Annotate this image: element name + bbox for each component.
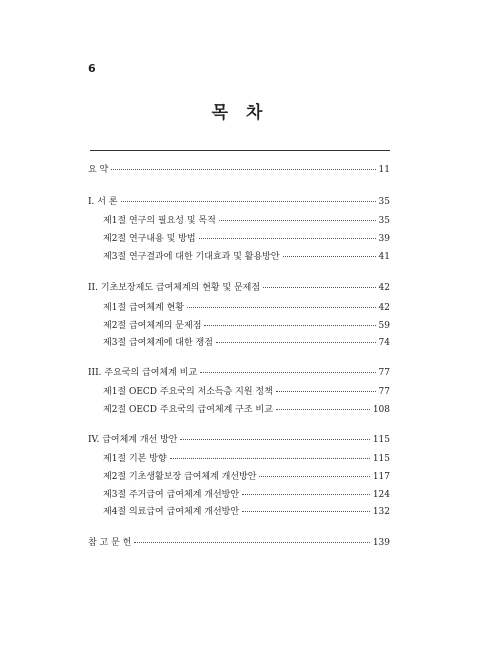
toc-leader-dots	[283, 255, 376, 257]
toc-entry-label: II. 기초보장제도 급여체계의 현황 및 문제점	[88, 283, 261, 293]
toc-entry-page: 42	[378, 303, 390, 313]
toc-entry-label: III. 주요국의 급여체계 비교	[88, 368, 198, 378]
toc-leader-dots	[219, 219, 376, 221]
toc-entry	[88, 367, 390, 379]
toc-entry-label: 제2절 연구내용 및 방법	[103, 234, 196, 244]
toc-entry	[88, 282, 390, 294]
toc-entry-page: 139	[372, 538, 390, 548]
toc-entry-page: 108	[372, 405, 390, 415]
toc-entry	[103, 453, 390, 465]
toc-entry-label: 제1절 OECD 주요국의 저소득층 지원 정책	[103, 387, 273, 397]
toc-entry-label: 제2절 급여체계의 문제점	[103, 321, 202, 331]
toc-entry	[103, 471, 390, 483]
toc-leader-dots	[199, 237, 376, 239]
toc-leader-dots	[216, 341, 376, 343]
toc-entry	[88, 164, 390, 176]
toc-entry-label: 제2절 OECD 주요국의 급여체계 구조 비교	[103, 405, 273, 415]
toc-entry-page: 115	[372, 454, 390, 464]
page-number: 6	[88, 62, 96, 75]
toc-entry	[103, 506, 390, 518]
toc-entry-page: 77	[378, 387, 390, 397]
toc-entry	[103, 215, 390, 227]
toc-entry-page: 41	[378, 252, 390, 262]
toc-entry-page: 124	[372, 490, 390, 500]
toc-entry	[103, 251, 390, 263]
toc-entry-label: 제4절 의료급여 급여체계 개선방안	[103, 507, 240, 517]
toc-leader-dots	[259, 475, 369, 477]
toc-entry-label: IV. 급여체계 개선 방안	[88, 435, 178, 445]
toc-entry-label: 제2절 기초생활보장 급여체계 개선방안	[103, 472, 257, 482]
toc-entry-label: 제1절 급여체계 현황	[103, 303, 185, 313]
toc-entry	[103, 489, 390, 501]
toc-entry-label: I. 서 론	[88, 197, 118, 207]
toc-leader-dots	[276, 390, 376, 392]
toc-divider	[90, 150, 390, 151]
toc-leader-dots	[242, 493, 370, 495]
toc-leader-dots	[111, 168, 375, 170]
toc-entry-page: 132	[372, 507, 390, 517]
toc-entry-label: 요 약	[88, 165, 109, 175]
toc-entry	[103, 337, 390, 349]
toc-entry-label: 제3절 급여체계에 대한 쟁점	[103, 338, 213, 348]
toc-leader-dots	[242, 510, 370, 512]
toc-entry	[88, 537, 390, 549]
toc-entry-page: 35	[378, 216, 390, 226]
toc-entry-page: 11	[378, 165, 390, 175]
toc-entry-page: 117	[372, 472, 390, 482]
toc-entry-label: 참 고 문 헌	[88, 538, 132, 548]
toc-entry-label: 제1절 기본 방향	[103, 454, 167, 464]
toc-entry-page: 115	[372, 435, 390, 445]
toc-entry	[103, 320, 390, 332]
toc-entry	[88, 434, 390, 446]
toc-leader-dots	[204, 324, 375, 326]
toc-entry-page: 74	[378, 338, 390, 348]
toc-entry-page: 35	[378, 197, 390, 207]
toc-entry-label: 제3절 연구결과에 대한 기대효과 및 활용방안	[103, 252, 280, 262]
toc-leader-dots	[263, 286, 375, 288]
toc-leader-dots	[134, 541, 369, 543]
toc-entry-label: 제3절 주거급여 급여체계 개선방안	[103, 490, 240, 500]
toc-leader-dots	[170, 457, 370, 459]
toc-title: 목 차	[211, 103, 269, 123]
toc-entry	[103, 386, 390, 398]
toc-leader-dots	[276, 408, 370, 410]
toc-leader-dots	[180, 438, 369, 440]
toc-leader-dots	[121, 200, 376, 202]
toc-entry-page: 42	[378, 283, 390, 293]
toc-entry	[88, 196, 390, 208]
toc-entry	[103, 404, 390, 416]
toc-entry-page: 77	[378, 368, 390, 378]
toc-entry-page: 39	[378, 234, 390, 244]
toc-entry	[103, 302, 390, 314]
toc-leader-dots	[200, 371, 375, 373]
toc-entry-label: 제1절 연구의 필요성 및 목적	[103, 216, 216, 226]
toc-leader-dots	[187, 306, 376, 308]
toc-entry-page: 59	[378, 321, 390, 331]
toc-entry	[103, 233, 390, 245]
